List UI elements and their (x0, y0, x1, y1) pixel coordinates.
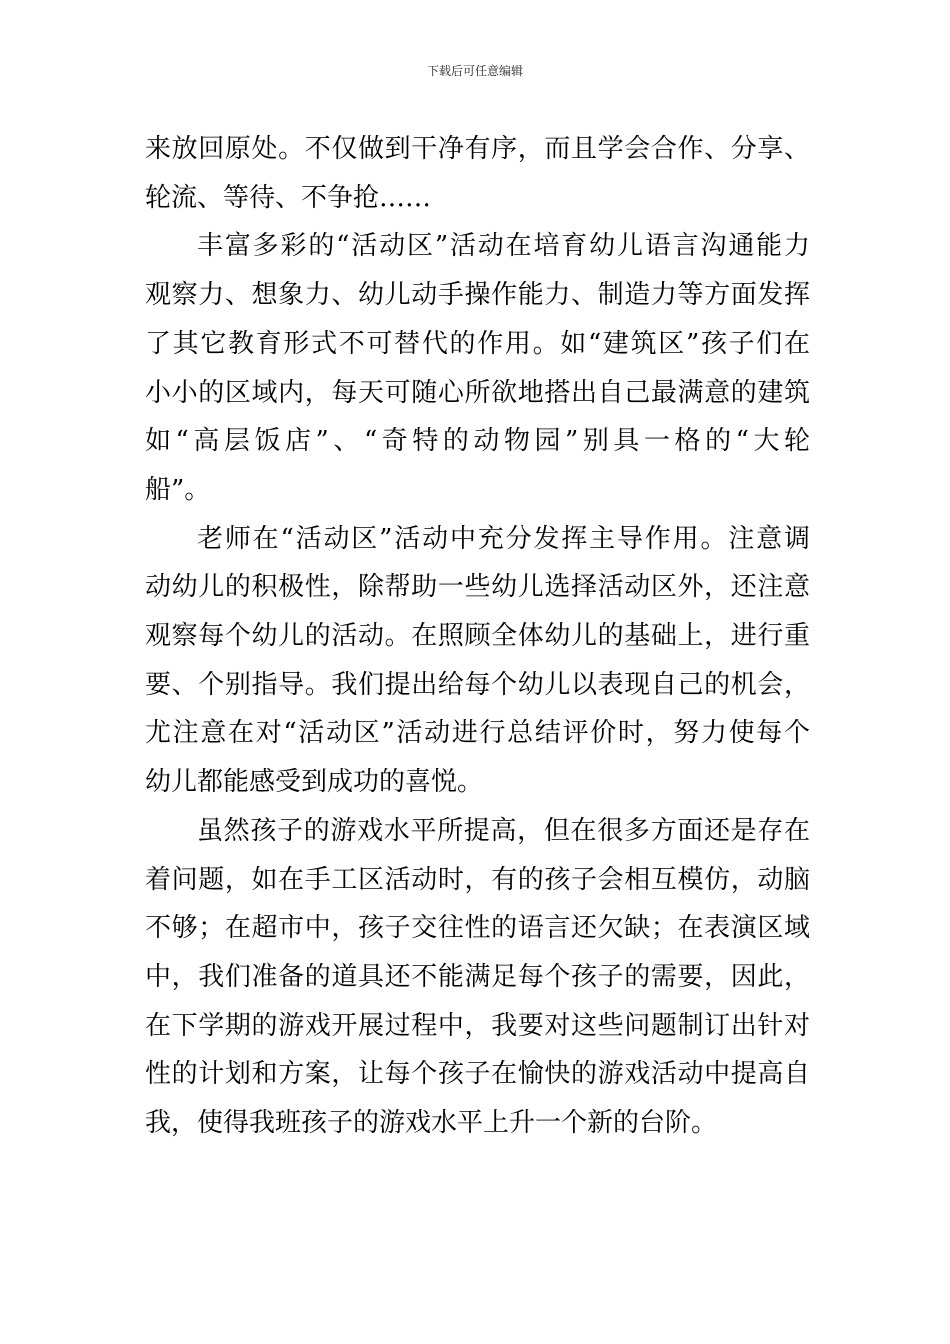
paragraph-1 (145, 125, 810, 222)
text-line: 性的计划和方案，让每个孩子在愉快的游戏活动中提高自 (145, 1059, 810, 1090)
paragraph-3 (145, 515, 810, 807)
text-line: 中，我们准备的道具还不能满足每个孩子的需要，因此， (145, 961, 810, 992)
text-line: 尤注意在对“活动区”活动进行总结评价时，努力使每个 (145, 718, 810, 749)
paragraph-2 (145, 222, 810, 514)
text-line: 丰富多彩的“活动区”活动在培育幼儿语言沟通能力 (197, 231, 810, 262)
text-line: 幼儿都能感受到成功的喜悦。 (145, 767, 484, 798)
text-line: 要、个别指导。我们提出给每个幼儿以表现自己的机会， (145, 669, 810, 700)
text-line: 小小的区域内，每天可随心所欲地搭出自己最满意的建筑 (145, 377, 810, 408)
text-line: 老师在“活动区”活动中充分发挥主导作用。注意调 (197, 523, 810, 554)
text-line: 轮流、等待、不争抢…… (145, 182, 432, 213)
text-line: 了其它教育形式不可替代的作用。如“建筑区”孩子们在 (145, 328, 810, 359)
text-line: 虽然孩子的游戏水平所提高，但在很多方面还是存在 (197, 815, 810, 846)
text-line: 船”。 (145, 474, 211, 505)
paragraph-4 (145, 807, 810, 1148)
text-line: 观察每个幼儿的活动。在照顾全体幼儿的基础上，进行重 (145, 621, 810, 652)
text-line: 如“高层饭店”、“奇特的动物园”别具一格的“大轮 (145, 426, 810, 457)
document-body (145, 125, 810, 1148)
text-line: 不够；在超市中，孩子交往性的语言还欠缺；在表演区域 (145, 913, 810, 944)
text-line: 在下学期的游戏开展过程中，我要对这些问题制订出针对 (145, 1010, 810, 1041)
text-line: 我，使得我班孩子的游戏水平上升一个新的台阶。 (145, 1108, 718, 1139)
text-line: 动幼儿的积极性，除帮助一些幼儿选择活动区外，还注意 (145, 572, 810, 603)
text-line: 着问题，如在手工区活动时，有的孩子会相互模仿，动脑 (145, 864, 810, 895)
text-line: 观察力、想象力、幼儿动手操作能力、制造力等方面发挥 (145, 280, 810, 311)
text-line: 来放回原处。不仅做到干净有序，而且学会合作、分享、 (145, 134, 810, 164)
page-header: 下载后可任意编辑 (426, 64, 523, 78)
